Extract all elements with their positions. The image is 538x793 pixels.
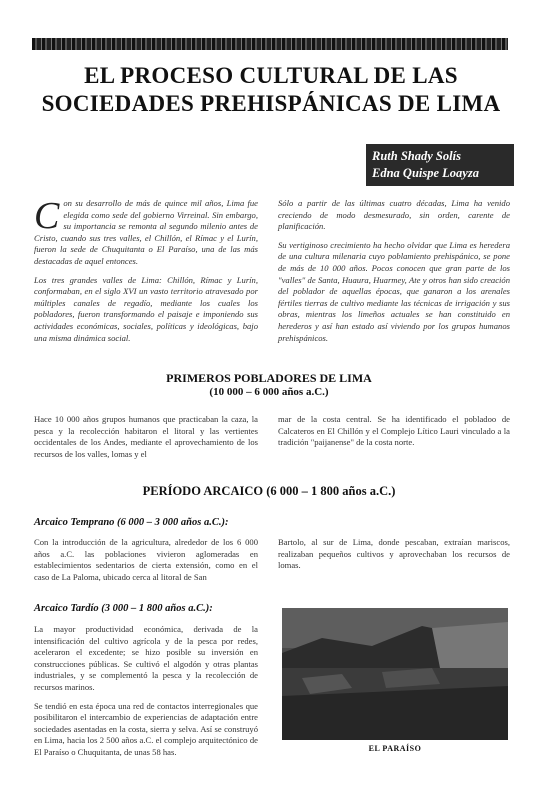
author-2: Edna Quispe Loayza xyxy=(372,166,479,180)
intro-paragraph-1: Con su desarrollo de más de quince mil años, Lima fue elegida como sede del gobierno Virreinal. Sin embargo, su importancia se remonta al segundo milenio antes de Cristo, cuando sus tres valles, el Chillón, el Rímac y el Lurín, fueron la sede de Chuquitanta o El Paraíso, una de las más destacadas de aquel entonces. xyxy=(34,195,258,266)
subheading-arcaico-temprano: Arcaico Temprano (6 000 – 3 000 años a.C.): xyxy=(34,517,229,528)
author-1: Ruth Shady Solís xyxy=(372,149,461,163)
arcaico-tardio-paragraph-2: Se tendió en esta época una red de contactos interregionales que posibilitaron el intercambio de experiencias de adaptación entre sociedades asentadas en la costa, sierra y selva. Así se construyó en Lima, hacia los 2 500 años a.C. el complejo arquitectónico de El Paraíso o Chuquitanta, de unas 58 has. xyxy=(34,700,258,757)
intro-right-column xyxy=(278,198,510,358)
arcaico-temprano-right-text: Bartolo, al sur de Lima, donde pescaban, extraían mariscos, realizaban pequeños cultivos y aprovechaban los recursos de lomas. xyxy=(278,537,510,571)
el-paraiso-photo xyxy=(282,608,508,740)
intro-left-column xyxy=(34,195,258,358)
title-line-2: SOCIEDADES PREHISPÁNICAS DE LIMA xyxy=(41,91,501,116)
section1-right-text: mar de la costa central. Se ha identificado el pobladoo de Calcateros en El Chillón y el Complejo Lítico Lauri vinculado a la tradición "paijanense" de la costa norte. xyxy=(278,414,510,448)
intro-paragraph-3: Sólo a partir de las últimas cuatro décadas, Lima ha venido creciendo de modo desmesurado, sin orden, carente de planificación. xyxy=(278,198,510,232)
section-heading-periodo-arcaico: PERÍODO ARCAICO (6 000 – 1 800 años a.C.) xyxy=(142,484,396,498)
drop-cap: C xyxy=(34,195,60,237)
subheading-arcaico-tardio: Arcaico Tardío (3 000 – 1 800 años a.C.): xyxy=(34,603,213,614)
intro-paragraph-4: Su vertiginoso crecimiento ha hecho olvidar que Lima es heredera de una cultura milenaria cuyo poblamiento prehispánico, se pone de más de 10 000 años. Pocos conocen que gran parte de los "valles" de Santa, Huaura, Huarmey, Ate y otros han sido creación del poblador de aquellas épocas, que ganaron a los arenales fértiles tierras de cultivo mediante las técnicas de irrigación y sus obras, mientras los limeños actuales se han constituido en herederos y así han estado así viviendo por los grupos humanos prehispánicos. xyxy=(278,239,510,343)
arcaico-tardio-text xyxy=(34,624,258,784)
photo-caption: EL PARAÍSO xyxy=(368,744,422,753)
section-dates-primeros-pobladores: (10 000 – 6 000 años a.C.) xyxy=(209,386,329,398)
authors-box xyxy=(366,144,514,186)
arcaico-temprano-left-text: Con la introducción de la agricultura, alrededor de los 6 000 años a.C. las poblaciones vivieron aglomeradas en establecimientos sedentarios de cierta extensión, como en el caso de La Paloma, ubicado cerca al litoral de San xyxy=(34,537,258,582)
arcaico-tardio-paragraph-1: La mayor productividad económica, derivada de la intensificación del cultivo agrícola y de la pesca por redes, aceleraron el excedente; se hizo posible su inversión en construcciones públicas. Se cultivó el algodón y otras plantas industriales, y se complementó la pesca y la recolección de recursos marinos. xyxy=(34,624,258,692)
section-heading-primeros-pobladores: PRIMEROS POBLADORES DE LIMA xyxy=(166,371,372,385)
article-title xyxy=(28,62,514,118)
intro-paragraph-2: Los tres grandes valles de Lima: Chillón, Rímac y Lurín, conformaban, en el siglo XVI un vasto territorio atravesado por múltiples canales de regadío, mediante los cuales los pobladores, fueron transformando el paisaje e imponiendo sus actividades económicas, sociales, políticas y ideológicas, bajo una misma dinámica social. xyxy=(34,274,258,343)
title-line-1: EL PROCESO CULTURAL DE LAS xyxy=(84,63,458,88)
section1-left-text: Hace 10 000 años grupos humanos que practicaban la caza, la pesca y la recolección habitaron el litoral y las vertientes occidentales de los Andes, mediante el aprovechamiento de los recursos de los valles, lomas y el xyxy=(34,414,258,459)
decorative-header-band xyxy=(32,38,508,50)
photo-illustration xyxy=(282,608,508,740)
